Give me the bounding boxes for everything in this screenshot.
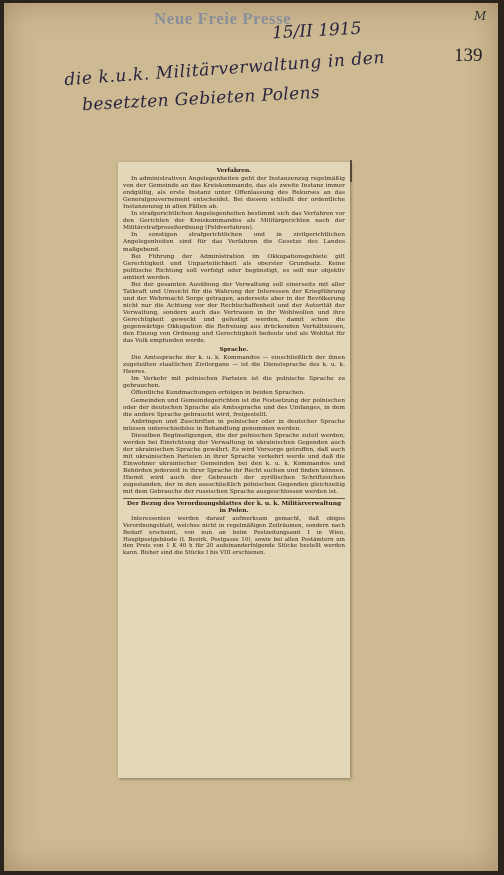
- paragraph: Bei der gesamten Ausübung der Verwaltung soll einerseits mit aller Tatkraft und Umsicht für die Wahrung der Interessen der Kriegführung und der Wehrmacht Sorge getragen, anderseits aber in der Bevölkerung nicht nur die Achtung vor der Rechtschaffenheit und der Autorität der Verwaltung, sondern auch das Vertrauen in ihr Wohlwollen und ihre Gerechtigkeit geweckt und gefestigt werden, damit schon die gegenwärtige Okkupation die Befreiung aus drückenden Verhältnissen, den Einzug von Ordnung und Gerechtigkeit bedeute und als Wohltat für das Volk empfunden werde.: [123, 281, 345, 345]
- page-number: 139: [454, 45, 483, 66]
- paragraph: In sonstigen strafgerichtlichen und in zivilgerichtlichen Angelegenheiten sind für das Verfahren die Gesetze des Landes maßgebend.: [123, 232, 345, 253]
- handwritten-date: 15/II 1915: [271, 18, 362, 44]
- paragraph: Gemeinden und Gemeindegerichten ist die Festsetzung der polnischen oder der deutschen Sprache als Amtssprache und des Umfanges, in dem die andere Sprache gebraucht wird, freigestellt.: [123, 397, 345, 418]
- pencil-margin-mark: [350, 160, 352, 182]
- newspaper-stamp: Neue Freie Presse: [154, 9, 292, 28]
- paragraph: Im Verkehr mit polnischen Parteien ist die polnische Sprache zu gebrauchen.: [123, 376, 345, 390]
- divider: [123, 498, 345, 499]
- handwritten-note-line-1: die k.u.k. Militärverwaltung in den: [63, 47, 386, 91]
- paragraph: Dieselben Begünstigungen, die der polnischen Sprache zuteil werden, werden bei Einrichtung der Verwaltung in ukrainischen Gegenden auch der ukrainischen Sprache gewährt. Es wird Vorsorge getroffen, daß auch mit ukrainischen Parteien in ihrer Sprache verkehrt werde und daß die Einwohner ukrainischer Gemeinden bei den k. u. k. Kommandos und Behörden jederzeit in ihrer Sprache ihr Recht suchen und finden können. Hiemit wird auch der Gebrauch der zyrillischen Schriftzeichen zugestanden, der in den ausschließlich polnischen Gegenden gleichzeitig mit dem Gebrauche der russischen Sprache ausgeschlossen werden ist.: [123, 432, 345, 496]
- paragraph: Öffentliche Kundmachungen erfolgen in beiden Sprachen.: [131, 390, 306, 397]
- paragraph: Interessenten werden darauf aufmerksam gemacht, daß obiges Verordnungsblatt, welches nicht in regelmäßigen Zeiträumen, sondern nach Bedarf erscheint, von nun an beim Postzeitungsamt I in Wien, Hauptpostgebäude (I. Bezirk, Postgasse 10), sowie bei allen Postämtern um den Preis von 1 K 40 h für 20 aufeinanderfolgende Stücke bestellt werden kann. Bisher sind die Stücke I bis VIII erschienen.: [123, 516, 345, 557]
- handwritten-note-line-2: besetzten Gebieten Polens: [81, 82, 321, 116]
- section-heading-sprache: Sprache.: [219, 346, 249, 354]
- paragraph: Anbringen und Zuschriften in polnischer oder in deutscher Sprache müssen unterschiedslos in Behandlung genommen werden.: [123, 418, 345, 432]
- paragraph: Die Amtssprache der k. u. k. Kommandos — einschließlich der ihnen zugeteilten staatlichen Zivilorgane — ist die Dienstsprache des k. u. k. Heeres.: [123, 355, 345, 376]
- notice-block: [123, 516, 345, 557]
- newspaper-clipping: [118, 162, 350, 778]
- corner-mark: M: [474, 9, 487, 23]
- paragraph: In strafgerichtlichen Angelegenheiten bestimmt sich das Verfahren vor den Gerichten der Kreiskommandos als Militärgerichten nach der Militärstrafprozeßordnung (Feldverfahren).: [123, 211, 345, 232]
- section-heading-bezug: Der Bezug des Verordnungsblattes der k. u. k. Militärverwaltung in Polen.: [126, 500, 342, 515]
- paragraph: In administrativen Angelegenheiten geht der Instanzenzug regelmäßig von der Gemeinde an das Kreiskommando, das als zweite Instanz immer endgültig, als erste Instanz unter Offenlassung des Rekurses an das Generalgouvernement entscheidet. Bei diesem schließt der ordentliche Instanzenzug in allen Fällen ab.: [123, 176, 345, 211]
- paragraph: Bei Führung der Administration im Okkupationsgebiete gilt Gerechtigkeit und Unparteilichkeit als oberster Grundsatz. Keine politische Richtung soll verfolgt oder begünstigt, es soll nur objektiv amtiert werden.: [123, 253, 345, 281]
- section-heading-verfahren: Verfahren.: [216, 167, 252, 174]
